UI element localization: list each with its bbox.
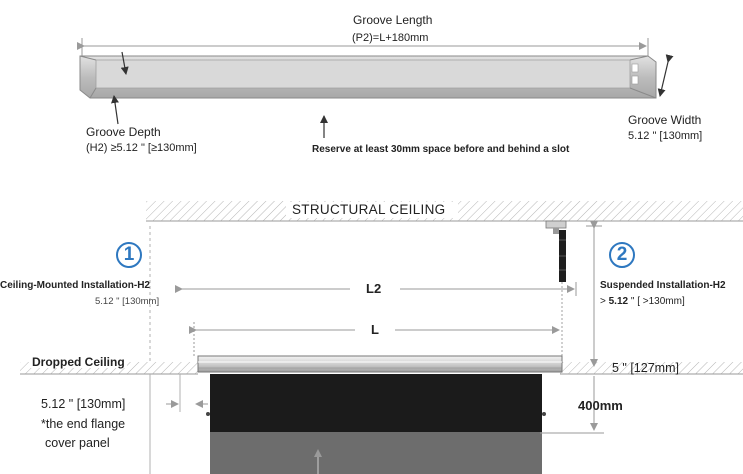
height-5-label: 5 " [127mm] <box>612 361 679 375</box>
screen-viewing-area <box>210 432 542 474</box>
l-label: L <box>371 322 379 337</box>
suspended-value-bold: 5.12 <box>608 296 629 307</box>
groove-width-title: Groove Width <box>628 113 702 127</box>
ceiling-mounted-title: Ceiling-Mounted Installation-H2 <box>0 280 150 291</box>
groove-length-formula: (P2)=L+180mm <box>352 32 429 44</box>
end-flange-note-1: *the end flange <box>41 417 126 431</box>
groove-width-arrow <box>660 62 668 96</box>
end-flange-note-2: cover panel <box>45 436 110 450</box>
groove-length-title: Groove Length <box>353 13 433 27</box>
groove-depth-title: Groove Depth <box>86 125 161 139</box>
reserve-note: Reserve at least 30mm space before and behind a slot <box>312 144 570 155</box>
suspended-value-prefix: > <box>600 296 609 307</box>
groove-drawing <box>80 38 668 138</box>
l2-label: L2 <box>366 281 382 296</box>
height-400-label: 400mm <box>578 398 623 413</box>
suspended-value <box>600 297 685 307</box>
marker-2: 2 <box>609 242 635 268</box>
groove-width-value: 5.12 " [130mm] <box>628 130 703 142</box>
suspended-value-rest: " [ >130mm] <box>628 296 685 307</box>
structural-ceiling-label: STRUCTURAL CEILING <box>292 202 446 217</box>
groove-depth-arrow-bottom <box>114 96 118 124</box>
suspended-title: Suspended Installation-H2 <box>600 280 726 291</box>
ceiling-mounted-value: 5.12 " [130mm] <box>95 296 160 307</box>
end-flange-value: 5.12 " [130mm] <box>41 397 126 411</box>
marker-1: 1 <box>116 242 142 268</box>
screen-black-border <box>210 374 542 432</box>
dropped-ceiling-label: Dropped Ceiling <box>32 355 125 369</box>
screen-housing <box>198 356 562 372</box>
groove-depth-value: (H2) ≥5.12 " [≥130mm] <box>86 142 197 154</box>
